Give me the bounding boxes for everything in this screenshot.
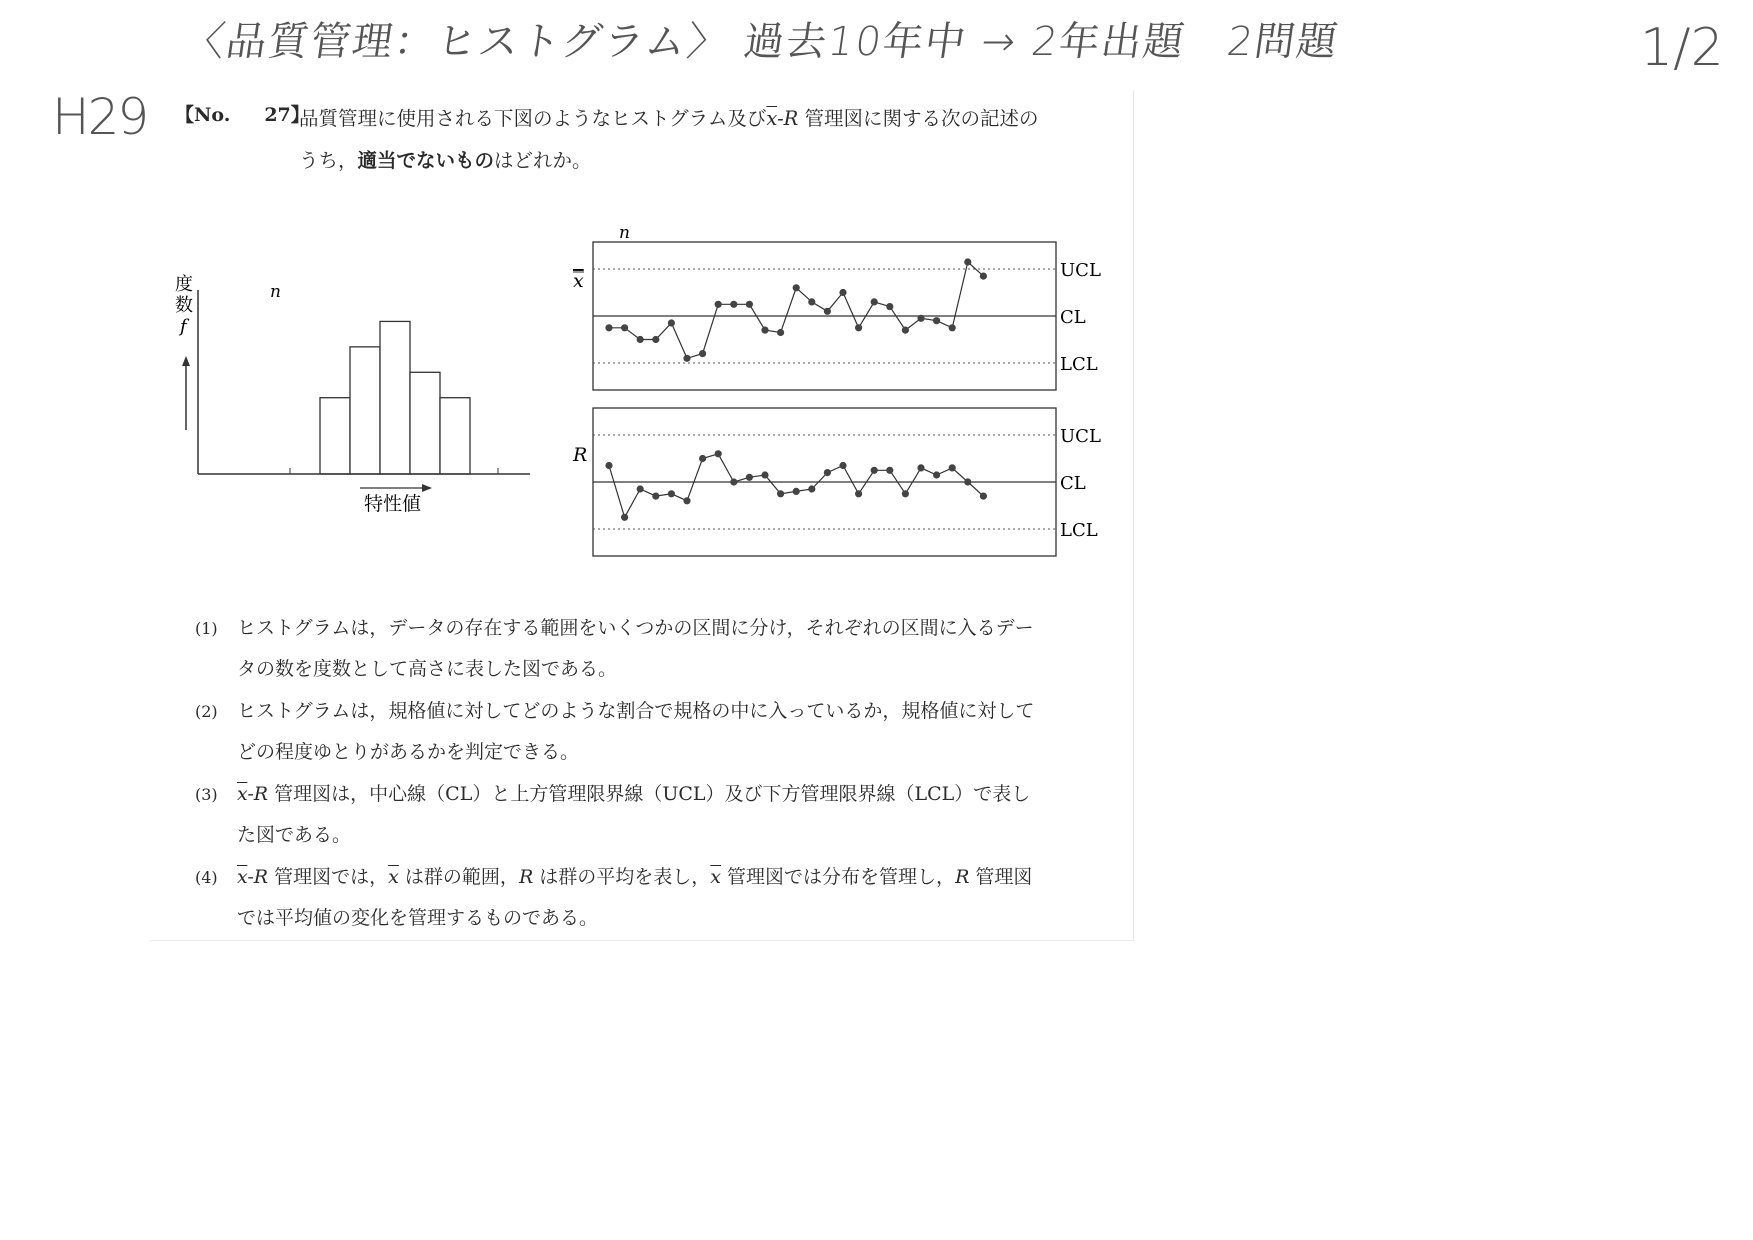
xbar-line [609, 262, 983, 358]
option-3-line-1 [237, 774, 1100, 815]
option-3 [195, 774, 1100, 856]
option-3-text: 管理図は，中心線（CL）と上方管理限界線（UCL）及び下方管理限界線（LCL）で表し [268, 783, 1031, 805]
r-point-4 [652, 493, 659, 500]
question-line2-b: はどれか。 [494, 149, 592, 172]
option-4-line-1 [237, 857, 1100, 898]
question-text [299, 98, 1109, 182]
xbar-point-11 [761, 327, 768, 334]
option-4-xbar: $\overline{x}$ [237, 866, 248, 888]
xbar-point-6 [683, 355, 690, 362]
xbar-point-1 [605, 324, 612, 331]
question-text-before: 品質管理に使用される下図のようなヒストグラム及び [299, 107, 767, 130]
question-emphasis: 適当でないもの [357, 149, 495, 172]
xbar-point-15 [824, 308, 831, 315]
r-point-21 [917, 464, 924, 471]
xbar-point-23 [949, 324, 956, 331]
r-point-7 [699, 455, 706, 462]
r-point-10 [746, 474, 753, 481]
option-2-number: (2) [195, 702, 218, 721]
handwritten-header: 〈品質管理：ヒストグラム〉 過去10年中 → 2年出題 2問題 [181, 19, 1343, 65]
option-4-r-3: R [955, 866, 970, 888]
option-1-number: (1) [195, 619, 218, 638]
histogram-ylabel-2: 数 [175, 295, 193, 316]
option-4 [195, 857, 1100, 939]
r-point-23 [949, 464, 956, 471]
histogram-n-label: n [270, 282, 281, 302]
xbar-point-10 [746, 301, 753, 308]
option-4-line-2: では平均値の変化を管理するものである。 [237, 907, 599, 929]
r-point-11 [761, 471, 768, 478]
xbar-series [605, 258, 987, 362]
xbar-symbol: $\overline{x}$ [766, 107, 778, 130]
xbar-point-20 [902, 327, 909, 334]
option-4-r-2: R [518, 866, 534, 888]
xbar-point-13 [793, 284, 800, 291]
option-4-text-a: 管理図では， [268, 866, 389, 888]
r-symbol: -R [777, 107, 799, 130]
histogram-up-arrow-head [182, 356, 190, 366]
option-4-number: (4) [195, 868, 218, 887]
xbar-point-2 [621, 324, 628, 331]
r-point-13 [793, 488, 800, 495]
r-point-16 [839, 462, 846, 469]
histogram-bar-3 [380, 321, 410, 474]
r-lcl-label: LCL [1060, 520, 1098, 541]
r-point-24 [964, 478, 971, 485]
question-label-prefix: 【No. [175, 104, 231, 126]
option-3-r: -R [247, 783, 269, 805]
question-label-number: 27】 [264, 104, 310, 126]
xbar-point-9 [730, 301, 737, 308]
scan-edge-bottom [150, 940, 1134, 941]
histogram-ylabel-1: 度 [175, 274, 193, 295]
r-point-9 [730, 478, 737, 485]
xbar-point-18 [871, 298, 878, 305]
option-2-line-2: どの程度ゆとりがあるかを判定できる。 [237, 741, 580, 763]
r-series [605, 450, 987, 521]
r-point-17 [855, 490, 862, 497]
histogram-bars [320, 321, 470, 474]
r-point-8 [715, 450, 722, 457]
xbar-point-7 [699, 350, 706, 357]
question-line2-a: うち， [299, 149, 358, 172]
xbar-ylabel: x [573, 270, 584, 292]
r-point-20 [902, 490, 909, 497]
xbar-ucl-label: UCL [1060, 260, 1101, 281]
xbar-cl-label: CL [1060, 307, 1086, 328]
r-ucl-label: UCL [1060, 426, 1101, 447]
r-point-19 [886, 467, 893, 474]
question-line-1 [299, 98, 1109, 140]
xbar-point-4 [652, 336, 659, 343]
xbar-point-14 [808, 298, 815, 305]
handwritten-page-number: 1/2 [1640, 18, 1724, 78]
xbar-point-16 [839, 289, 846, 296]
option-4-text-d: 管理図では分布を管理し， [721, 866, 956, 888]
handwritten-exam-year: H29 [52, 88, 148, 146]
option-4-r: -R [247, 866, 269, 888]
r-point-18 [871, 467, 878, 474]
xbar-point-25 [980, 273, 987, 280]
r-point-22 [933, 471, 940, 478]
r-point-6 [683, 497, 690, 504]
option-4-xbar-2: $\overline{x}$ [388, 866, 399, 888]
option-4-text-b: は群の範囲， [398, 866, 519, 888]
r-point-1 [605, 462, 612, 469]
r-control-chart [565, 405, 1125, 560]
histogram-bar-4 [410, 372, 440, 474]
option-2 [195, 691, 1100, 773]
option-3-line-2: た図である。 [237, 824, 352, 846]
option-4-text-c: は群の平均を表し， [533, 866, 711, 888]
r-point-2 [621, 514, 628, 521]
option-1-line-2: タの数を度数として高さに表した図である。 [237, 658, 618, 680]
r-ylabel: R [573, 444, 588, 466]
xbar-lcl-label: LCL [1060, 354, 1098, 375]
r-point-12 [777, 490, 784, 497]
histogram-ylabel-3: f [180, 316, 187, 337]
r-point-14 [808, 485, 815, 492]
xbar-point-19 [886, 303, 893, 310]
option-1 [195, 608, 1100, 690]
histogram-xlabel-arrowhead [422, 484, 432, 492]
xbar-point-22 [933, 317, 940, 324]
question-text-after: 管理図に関する次の記述の [798, 107, 1039, 130]
xbar-point-3 [637, 336, 644, 343]
histogram-bar-5 [440, 398, 470, 474]
xbar-point-5 [668, 319, 675, 326]
option-4-xbar-3: $\overline{x}$ [710, 866, 722, 888]
histogram-bar-1 [320, 398, 350, 474]
option-2-line-1: ヒストグラムは，規格値に対してどのような割合で規格の中に入っているか，規格値に対して [237, 700, 1035, 722]
option-3-number: (3) [195, 785, 218, 804]
r-point-25 [980, 493, 987, 500]
scan-edge-right [1133, 90, 1134, 940]
r-point-3 [637, 485, 644, 492]
question-line-2 [299, 140, 1109, 182]
xbar-control-chart [565, 220, 1125, 395]
xbar-n-label: n [619, 223, 630, 243]
r-point-5 [668, 490, 675, 497]
xbar-point-24 [964, 258, 971, 265]
xbar-point-12 [777, 329, 784, 336]
xbar-point-21 [917, 315, 924, 322]
r-line [609, 454, 983, 518]
option-1-line-1: ヒストグラムは，データの存在する範囲をいくつかの区間に分け，それぞれの区間に入るデー [237, 617, 1034, 639]
histogram-bar-2 [350, 347, 380, 474]
r-cl-label: CL [1060, 473, 1086, 494]
histogram-chart [160, 260, 540, 520]
option-3-xbar: $\overline{x}$ [237, 783, 248, 805]
xbar-point-8 [715, 301, 722, 308]
r-point-15 [824, 469, 831, 476]
xbar-point-17 [855, 324, 862, 331]
question-number [175, 100, 310, 127]
histogram-xlabel: 特性値 [364, 493, 422, 515]
option-4-text-e: 管理図 [969, 866, 1033, 888]
